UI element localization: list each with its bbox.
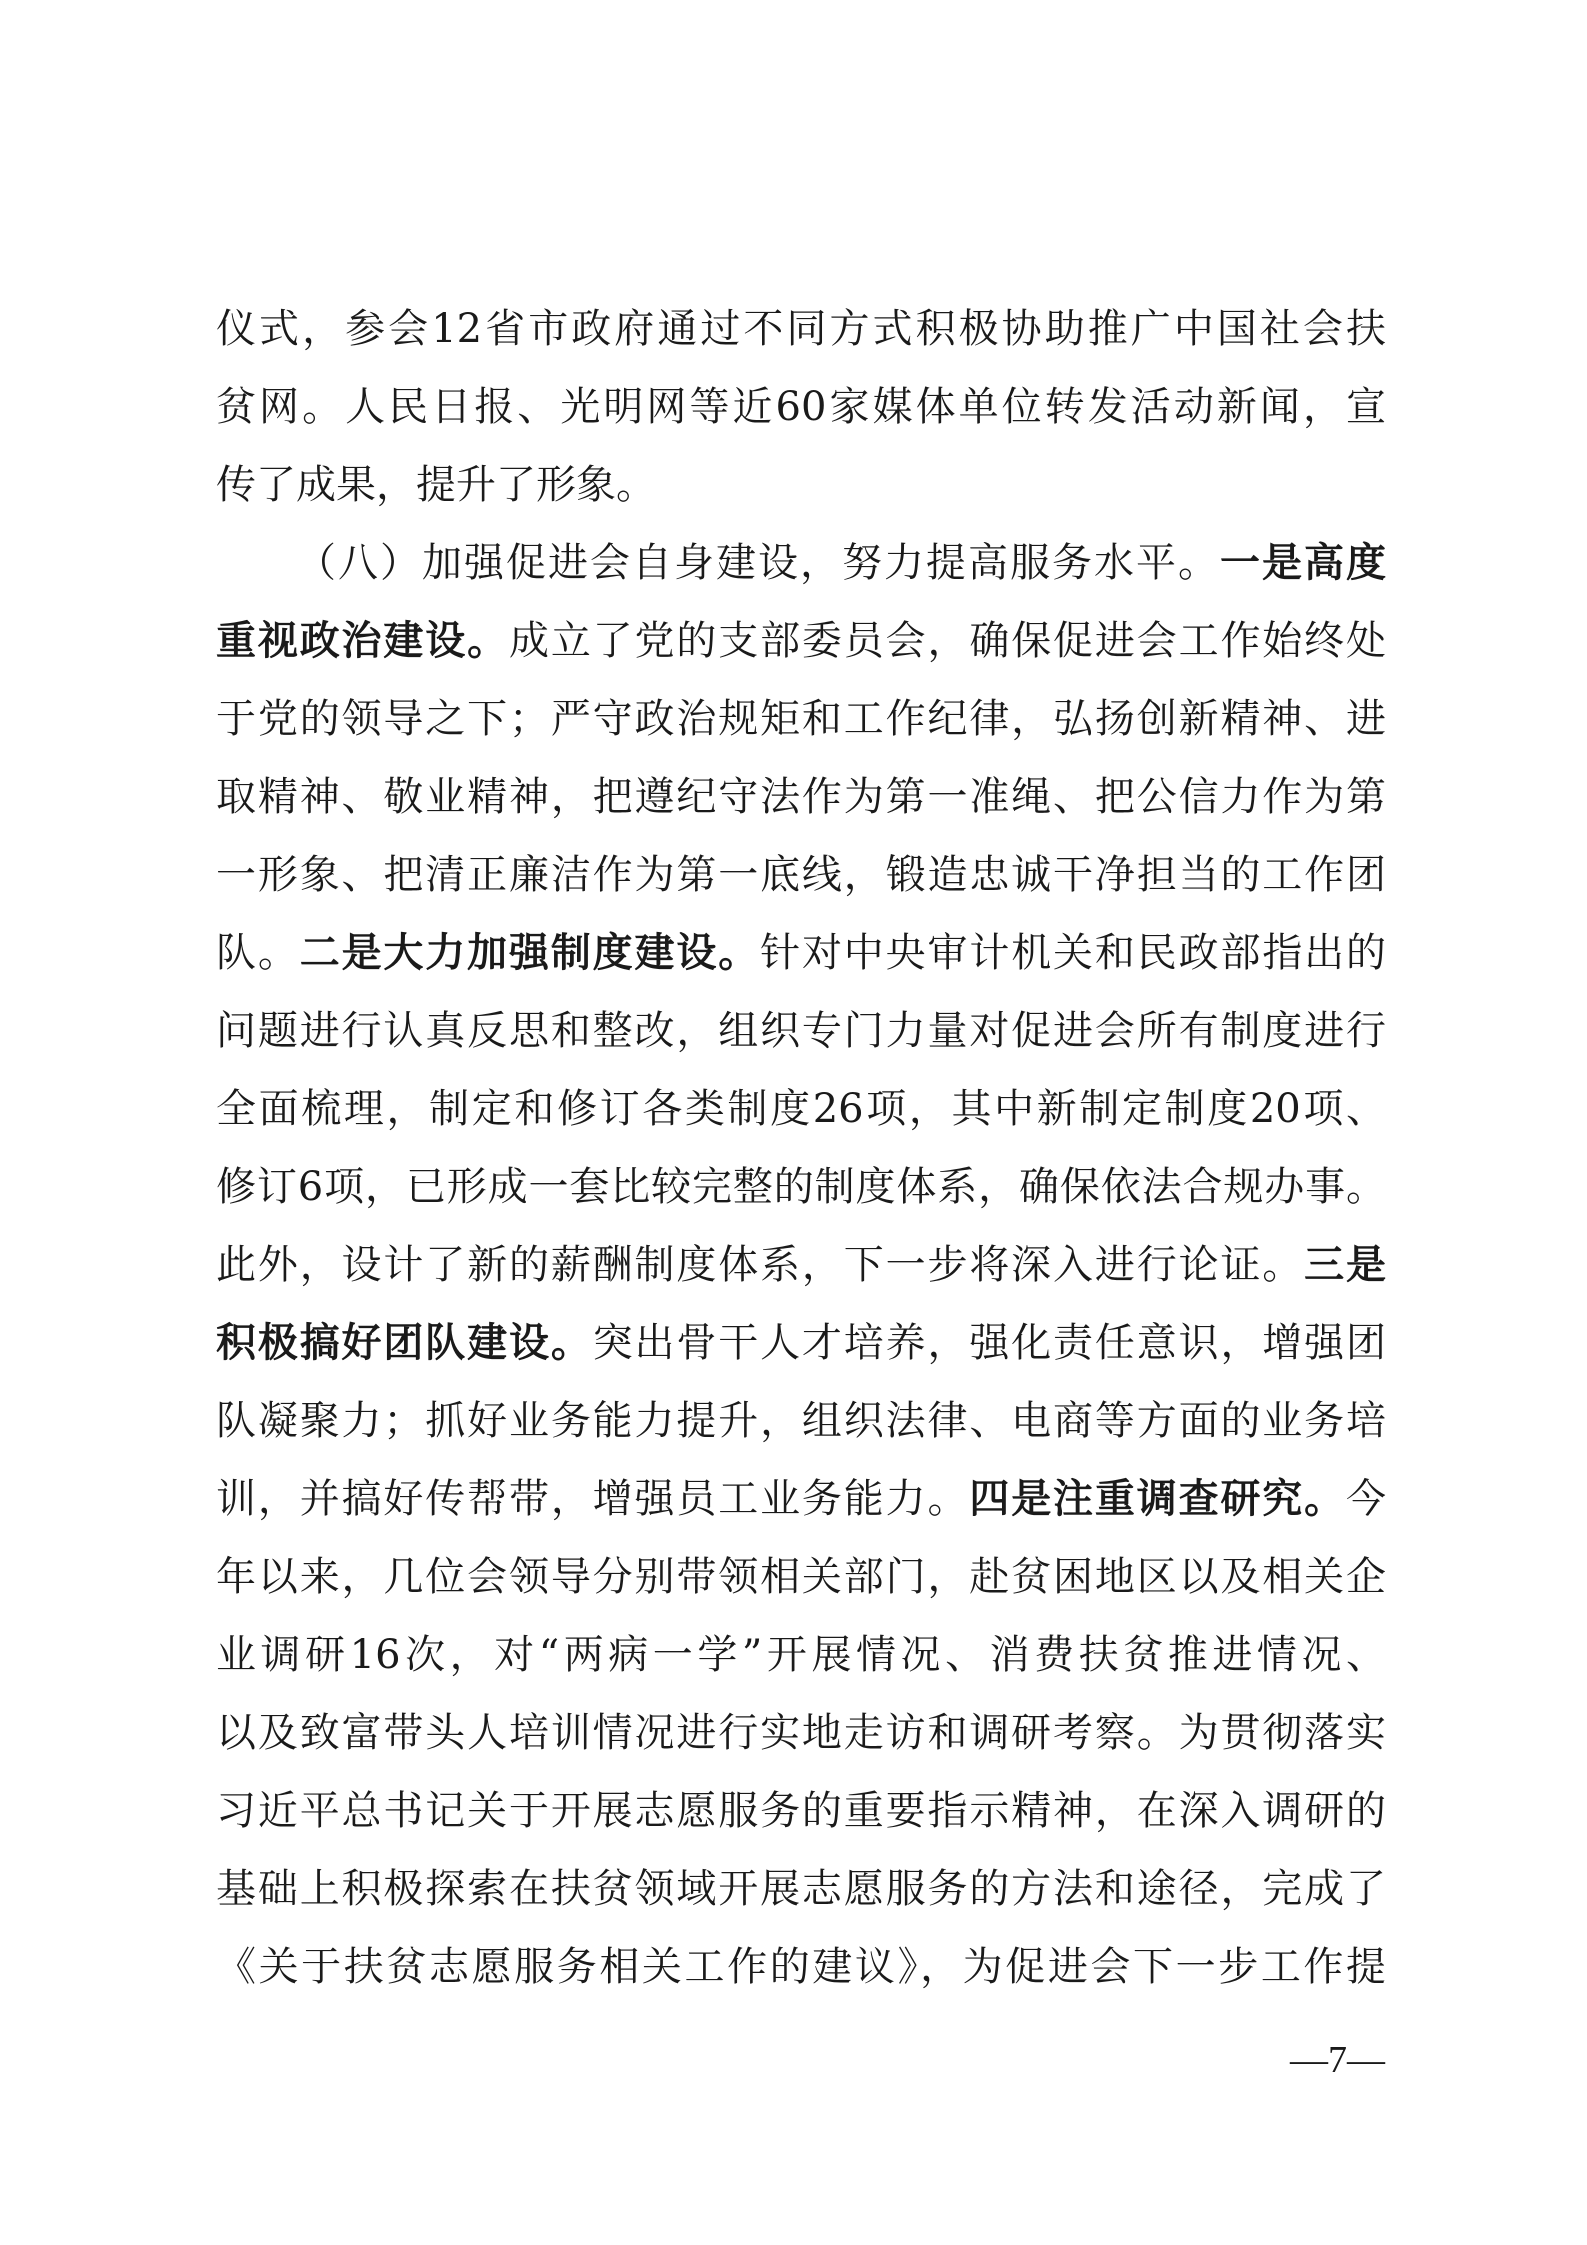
- text-line: [216, 446, 1386, 524]
- text-line: [216, 680, 1386, 758]
- text-segment: 突出骨干人才培养，强化责任意识，增强团: [592, 1320, 1387, 1366]
- section-heading-line: [216, 524, 1386, 602]
- text-segment: 今: [1346, 1476, 1387, 1522]
- text-line: [216, 1382, 1386, 1460]
- page-number: —7—: [1290, 2039, 1385, 2081]
- text-line: [216, 1226, 1386, 1304]
- text-line: [216, 1148, 1386, 1226]
- text-segment: 队凝聚力；抓好业务能力提升，组织法律、电商等方面的业务培: [216, 1398, 1386, 1444]
- text-segment: 习近平总书记关于开展志愿服务的重要指示精神，在深入调研的: [216, 1788, 1386, 1834]
- text-segment: 贫网。人民日报、光明网等近60家媒体单位转发活动新闻，宣: [216, 384, 1386, 430]
- text-line: [216, 1928, 1386, 2006]
- text-segment: 全面梳理，制定和修订各类制度26项，其中新制定制度20项、: [216, 1086, 1386, 1132]
- text-segment: 针对中央审计机关和民政部指出的: [760, 930, 1387, 976]
- bold-lead: 四是注重调查研究。: [969, 1476, 1347, 1522]
- text-segment: 业调研16次，对“两病一学”开展情况、消费扶贫推进情况、: [216, 1632, 1386, 1678]
- section-heading: （八）加强促进会自身建设，努力提高服务水平。: [296, 540, 1220, 586]
- text-segment: 以及致富带头人培训情况进行实地走访和调研考察。为贯彻落实: [216, 1710, 1386, 1756]
- text-segment: 取精神、敬业精神，把遵纪守法作为第一准绳、把公信力作为第: [216, 774, 1386, 820]
- text-segment: 一形象、把清正廉洁作为第一底线，锻造忠诚干净担当的工作团: [216, 852, 1386, 898]
- text-segment: 问题进行认真反思和整改，组织专门力量对促进会所有制度进行: [216, 1008, 1386, 1054]
- text-line: [216, 1694, 1386, 1772]
- text-line: [216, 1538, 1386, 1616]
- text-line: [216, 914, 1386, 992]
- text-segment: 修订6项，已形成一套比较完整的制度体系，确保依法合规办事。: [216, 1164, 1386, 1210]
- text-segment: 于党的领导之下；严守政治规矩和工作纪律，弘扬创新精神、进: [216, 696, 1386, 742]
- text-segment: 队。: [216, 930, 300, 976]
- text-line: [216, 758, 1386, 836]
- bold-lead: 三是: [1304, 1242, 1387, 1288]
- body-text: [216, 290, 1386, 2006]
- text-line: [216, 992, 1386, 1070]
- text-segment: 传了成果，提升了形象。: [216, 462, 656, 508]
- text-segment: 成立了党的支部委员会，确保促进会工作始终处: [508, 618, 1387, 664]
- text-line: [216, 836, 1386, 914]
- text-segment: 《关于扶贫志愿服务相关工作的建议》，为促进会下一步工作提: [216, 1944, 1386, 1990]
- text-line: [216, 290, 1386, 368]
- text-segment: 基础上积极探索在扶贫领域开展志愿服务的方法和途径，完成了: [216, 1866, 1386, 1912]
- text-segment: 此外，设计了新的薪酬制度体系，下一步将深入进行论证。: [216, 1242, 1305, 1288]
- text-segment: 仪式，参会12省市政府通过不同方式积极协助推广中国社会扶: [216, 306, 1386, 352]
- bold-lead: 重视政治建设。: [216, 618, 509, 664]
- bold-lead: 积极搞好团队建设。: [216, 1320, 593, 1366]
- text-line: [216, 1460, 1386, 1538]
- text-line: [216, 1850, 1386, 1928]
- text-line: [216, 602, 1386, 680]
- text-segment: 训，并搞好传帮带，增强员工业务能力。: [216, 1476, 970, 1522]
- text-line: [216, 368, 1386, 446]
- text-line: [216, 1304, 1386, 1382]
- text-segment: 年以来，几位会领导分别带领相关部门，赴贫困地区以及相关企: [216, 1554, 1386, 1600]
- text-line: [216, 1070, 1386, 1148]
- bold-lead: 二是大力加强制度建设。: [299, 930, 761, 976]
- text-line: [216, 1616, 1386, 1694]
- text-line: [216, 1772, 1386, 1850]
- bold-lead: 一是高度: [1220, 540, 1386, 586]
